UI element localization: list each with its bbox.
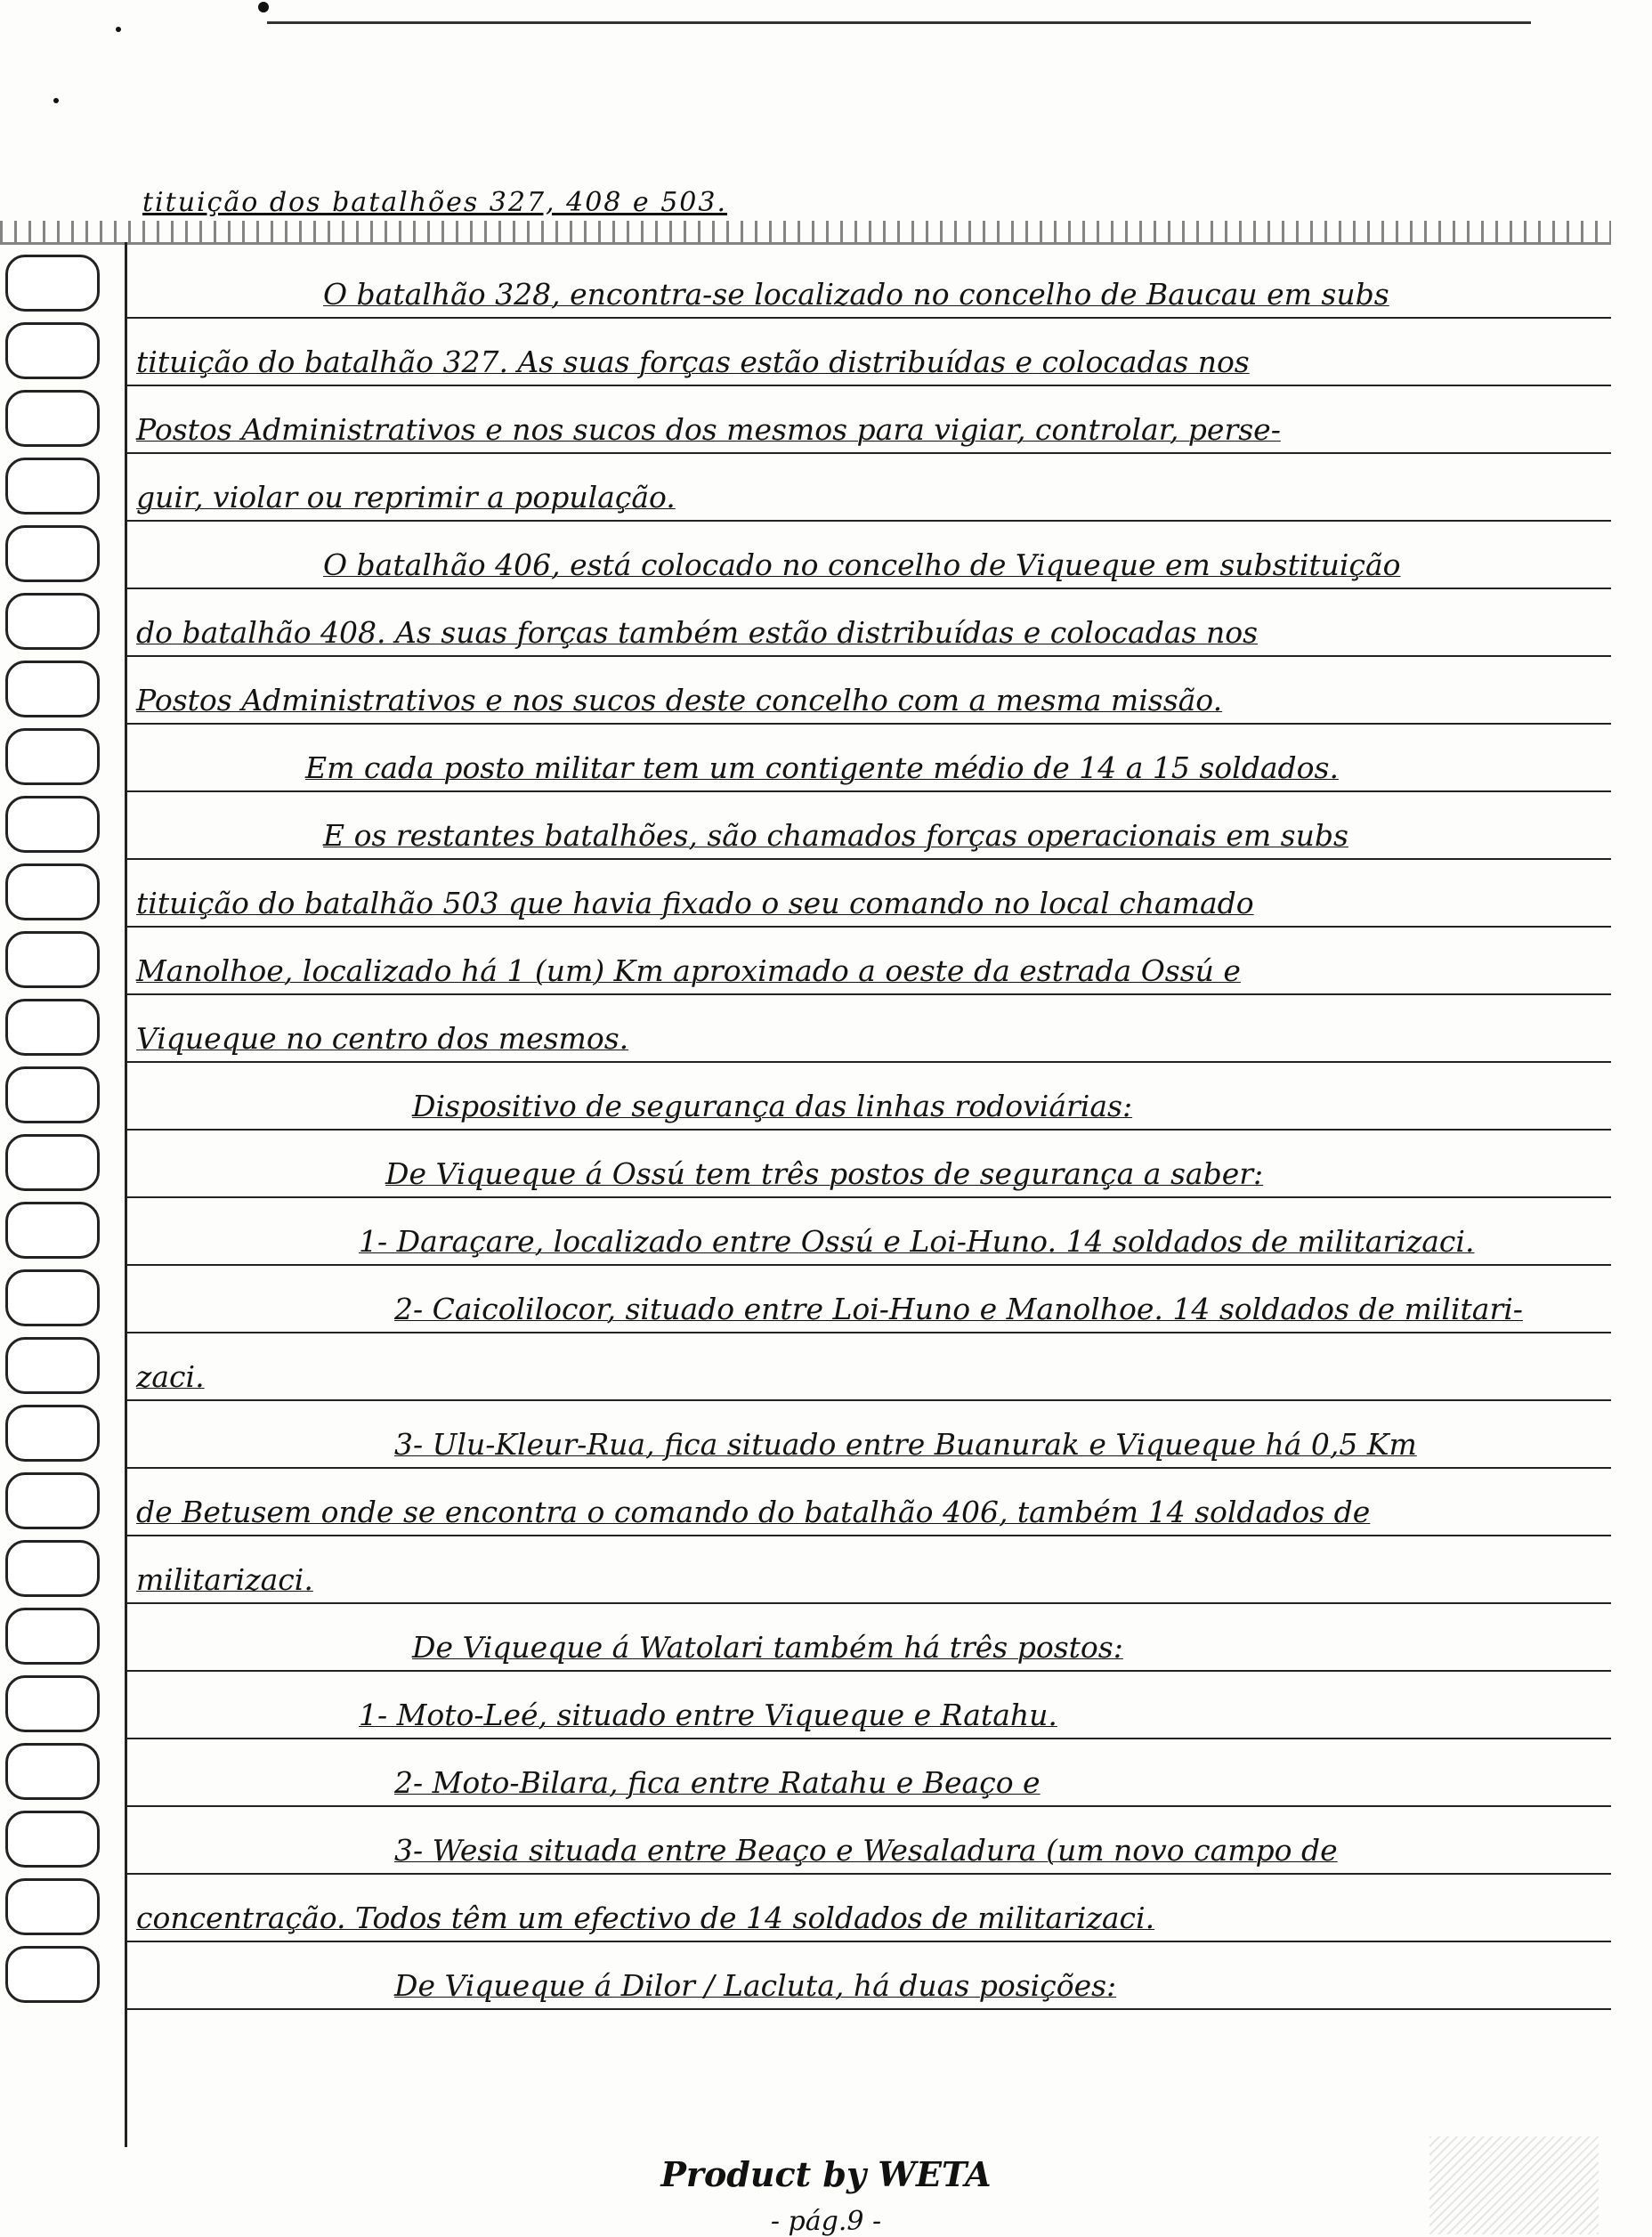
scan-speck bbox=[53, 98, 59, 103]
handwritten-line: 1- Moto-Leé, situado entre Viqueque e Ratahu. bbox=[359, 1698, 1057, 1732]
text-line bbox=[127, 1873, 1611, 1942]
binder-hole bbox=[5, 1878, 100, 1935]
text-line bbox=[127, 1738, 1611, 1807]
text-line bbox=[127, 249, 1611, 319]
binder-hole bbox=[5, 1743, 100, 1800]
handwritten-line: concentração. Todos têm um efectivo de 14 soldados de militarizaci. bbox=[136, 1901, 1155, 1935]
binder-hole bbox=[5, 390, 100, 447]
footer-product: Product by WETA bbox=[660, 2154, 992, 2194]
text-line bbox=[127, 452, 1611, 522]
handwritten-line: de Betusem onde se encontra o comando do batalhão 406, também 14 soldados de bbox=[136, 1495, 1371, 1529]
binder-hole bbox=[5, 322, 100, 379]
handwritten-line: 3- Wesia situada entre Beaço e Wesaladura (um novo campo de bbox=[394, 1833, 1338, 1868]
binder-hole bbox=[5, 1946, 100, 2003]
binder-hole bbox=[5, 458, 100, 515]
page-number: - pág.9 - bbox=[770, 2206, 882, 2237]
handwritten-line: De Viqueque á Watolari também há três postos: bbox=[412, 1630, 1123, 1665]
text-line bbox=[127, 1264, 1611, 1333]
scan-artifact-rule bbox=[267, 21, 1531, 24]
text-line bbox=[127, 926, 1611, 995]
binder-hole bbox=[5, 1202, 100, 1259]
text-line bbox=[127, 1941, 1611, 2010]
ruled-sheet bbox=[0, 242, 1611, 2147]
binder-hole bbox=[5, 1337, 100, 1394]
binder-hole bbox=[5, 1066, 100, 1123]
binder-hole bbox=[5, 661, 100, 717]
handwritten-line: zaci. bbox=[136, 1359, 205, 1394]
handwritten-line: 1- Daraçare, localizado entre Ossú e Loi-Huno. 14 soldados de militarizaci. bbox=[359, 1224, 1475, 1259]
text-line bbox=[127, 1129, 1611, 1198]
binder-hole bbox=[5, 728, 100, 785]
header-scallop-border bbox=[0, 221, 1611, 245]
handwritten-line: Postos Administrativos e nos sucos deste concelho com a mesma missão. bbox=[136, 683, 1223, 717]
handwritten-line: do batalhão 408. As suas forças também estão distribuídas e colocadas nos bbox=[136, 615, 1259, 650]
text-line bbox=[127, 317, 1611, 386]
text-line bbox=[127, 1602, 1611, 1672]
handwritten-line: tituição do batalhão 327. As suas forças estão distribuídas e colocadas nos bbox=[136, 344, 1250, 379]
binder-hole bbox=[5, 1811, 100, 1868]
binder-hole bbox=[5, 863, 100, 920]
text-line bbox=[127, 1399, 1611, 1469]
handwritten-line: E os restantes batalhões, são chamados forças operacionais em subs bbox=[323, 818, 1348, 853]
binder-hole bbox=[5, 1134, 100, 1191]
text-line bbox=[127, 1467, 1611, 1536]
handwritten-line: 3- Ulu-Kleur-Rua, fica situado entre Buanurak e Viqueque há 0,5 Km bbox=[394, 1427, 1417, 1462]
binder-hole bbox=[5, 931, 100, 988]
text-line bbox=[127, 520, 1611, 589]
binder-hole bbox=[5, 593, 100, 650]
text-line bbox=[127, 1535, 1611, 1604]
page-title: tituição dos batalhões 327, 408 e 503. bbox=[142, 187, 728, 218]
handwritten-line: O batalhão 406, está colocado no concelho de Viqueque em substituição bbox=[323, 547, 1401, 582]
binder-hole bbox=[5, 1608, 100, 1665]
handwritten-line: Em cada posto militar tem um contigente médio de 14 a 15 soldados. bbox=[305, 750, 1339, 785]
text-line bbox=[127, 858, 1611, 928]
binder-hole bbox=[5, 1675, 100, 1732]
text-line bbox=[127, 655, 1611, 725]
binder-hole bbox=[5, 1405, 100, 1462]
text-line bbox=[127, 790, 1611, 860]
handwritten-line: 2- Caicolilocor, situado entre Loi-Huno e Manolhoe. 14 soldados de militari- bbox=[394, 1292, 1523, 1326]
handwritten-line: 2- Moto-Bilara, fica entre Ratahu e Beaço e bbox=[394, 1765, 1041, 1800]
binder-hole bbox=[5, 1269, 100, 1326]
binder-hole bbox=[5, 525, 100, 582]
text-line bbox=[127, 1196, 1611, 1266]
scan-noise bbox=[1429, 2136, 1599, 2234]
handwritten-line: guir, violar ou reprimir a população. bbox=[136, 480, 676, 515]
binder-hole bbox=[5, 796, 100, 853]
handwritten-line: De Viqueque á Dilor / Lacluta, há duas posições: bbox=[394, 1968, 1117, 2003]
handwritten-line: Dispositivo de segurança das linhas rodoviárias: bbox=[412, 1089, 1133, 1123]
binder-hole bbox=[5, 1540, 100, 1597]
text-line bbox=[127, 723, 1611, 792]
text-line bbox=[127, 1805, 1611, 1875]
text-line bbox=[127, 1670, 1611, 1739]
handwritten-line: tituição do batalhão 503 que havia fixado o seu comando no local chamado bbox=[136, 886, 1254, 920]
handwritten-line: De Viqueque á Ossú tem três postos de segurança a saber: bbox=[385, 1156, 1264, 1191]
text-line bbox=[127, 1332, 1611, 1401]
handwritten-line: O batalhão 328, encontra-se localizado no concelho de Baucau em subs bbox=[323, 277, 1389, 312]
binder-hole bbox=[5, 999, 100, 1056]
text-line bbox=[127, 588, 1611, 657]
text-line bbox=[127, 993, 1611, 1063]
binder-hole bbox=[5, 255, 100, 312]
handwritten-line: Manolhoe, localizado há 1 (um) Km aproximado a oeste da estrada Ossú e bbox=[136, 953, 1241, 988]
text-line bbox=[127, 1061, 1611, 1131]
text-line bbox=[127, 385, 1611, 454]
scan-speck bbox=[258, 2, 269, 12]
handwritten-line: militarizaci. bbox=[136, 1562, 313, 1597]
scan-speck bbox=[116, 27, 121, 32]
binder-hole bbox=[5, 1472, 100, 1529]
handwritten-line: Postos Administrativos e nos sucos dos mesmos para vigiar, controlar, perse- bbox=[136, 412, 1281, 447]
handwritten-line: Viqueque no centro dos mesmos. bbox=[136, 1021, 629, 1056]
